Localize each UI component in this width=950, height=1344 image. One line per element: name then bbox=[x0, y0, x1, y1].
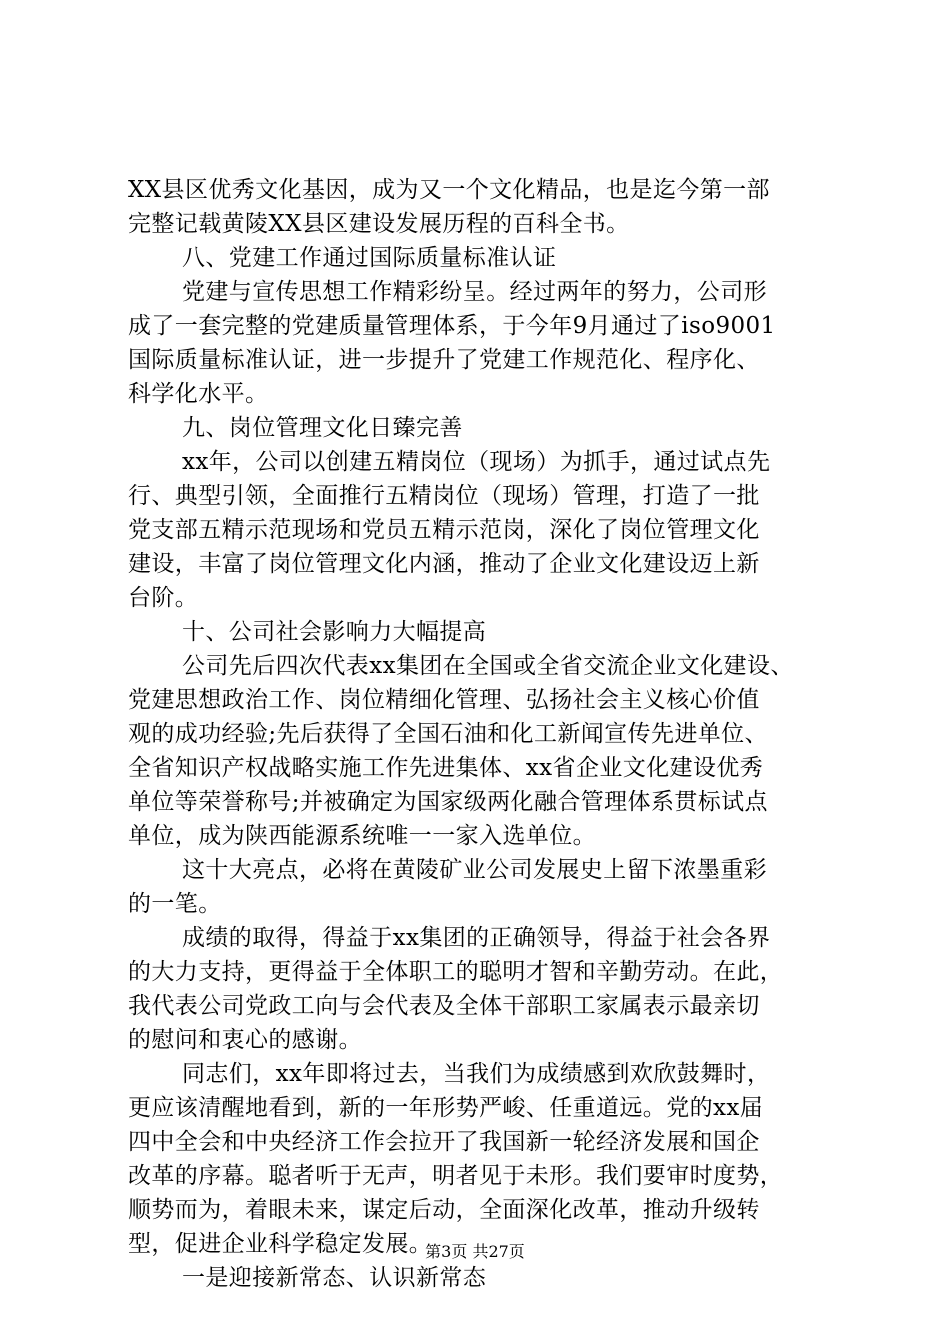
section-heading: 十、公司社会影响力大幅提高 bbox=[182, 619, 487, 645]
text-line: 顺势而为，着眼未来，谋定后动，全面深化改革，推动升级转 bbox=[128, 1197, 760, 1223]
text-line: XX县区优秀文化基因，成为又一个文化精品，也是迄今第一部 bbox=[128, 177, 770, 203]
page-number-footer: 第3页 共27页 bbox=[425, 1242, 525, 1261]
text-line: 公司先后四次代表xx集团在全国或全省交流企业文化建设、 bbox=[182, 653, 794, 679]
text-line: 同志们，xx年即将过去，当我们为成绩感到欢欣鼓舞时， bbox=[182, 1061, 771, 1087]
text-line: 行、典型引领，全面推行五精岗位（现场）管理，打造了一批 bbox=[128, 483, 760, 509]
text-line: 的一笔。 bbox=[128, 891, 222, 917]
document-body bbox=[128, 173, 828, 1295]
text-line: 成绩的取得，得益于xx集团的正确领导，得益于社会各界 bbox=[182, 925, 771, 951]
text-line: 观的成功经验;先后获得了全国石油和化工新闻宣传先进单位、 bbox=[128, 721, 768, 747]
text-line: 改革的序幕。聪者听于无声，明者见于未形。我们要审时度势， bbox=[128, 1163, 784, 1189]
text-line: 型，促进企业科学稳定发展。 bbox=[128, 1231, 433, 1257]
text-line: 我代表公司党政工向与会代表及全体干部职工家属表示最亲切 bbox=[128, 993, 760, 1019]
section-heading: 九、岗位管理文化日臻完善 bbox=[182, 415, 463, 441]
text-line: 建设，丰富了岗位管理文化内涵，推动了企业文化建设迈上新 bbox=[128, 551, 760, 577]
text-line: 党建与宣传思想工作精彩纷呈。经过两年的努力，公司形 bbox=[182, 279, 767, 305]
text-line: 的大力支持，更得益于全体职工的聪明才智和辛勤劳动。在此， bbox=[128, 959, 784, 985]
text-line: 的慰问和衷心的感谢。 bbox=[128, 1027, 362, 1053]
section-heading: 八、党建工作通过国际质量标准认证 bbox=[182, 245, 557, 271]
text-line: xx年，公司以创建五精岗位（现场）为抓手，通过试点先 bbox=[182, 449, 771, 475]
text-line: 单位等荣誉称号;并被确定为国家级两化融合管理体系贯标试点 bbox=[128, 789, 768, 815]
text-line: 四中全会和中央经济工作会拉开了我国新一轮经济发展和国企 bbox=[128, 1129, 760, 1155]
text-line: 国际质量标准认证，进一步提升了党建工作规范化、程序化、 bbox=[128, 347, 760, 373]
text-line: 全省知识产权战略实施工作先进集体、xx省企业文化建设优秀 bbox=[128, 755, 764, 781]
text-line: 科学化水平。 bbox=[128, 381, 269, 407]
text-line: 台阶。 bbox=[128, 585, 199, 611]
text-line: 单位，成为陕西能源系统唯一一家入选单位。 bbox=[128, 823, 596, 849]
section-heading: 一是迎接新常态、认识新常态 bbox=[182, 1265, 487, 1291]
text-line: 成了一套完整的党建质量管理体系，于今年9月通过了iso9001 bbox=[128, 313, 776, 339]
text-line: 党建思想政治工作、岗位精细化管理、弘扬社会主义核心价值 bbox=[128, 687, 760, 713]
text-line: 完整记载黄陵XX县区建设发展历程的百科全书。 bbox=[128, 211, 630, 237]
text-line: 更应该清醒地看到，新的一年形势严峻、任重道远。党的xx届 bbox=[128, 1095, 764, 1121]
text-line: 党支部五精示范现场和党员五精示范岗，深化了岗位管理文化 bbox=[128, 517, 760, 543]
text-line: 这十大亮点，必将在黄陵矿业公司发展史上留下浓墨重彩 bbox=[182, 857, 767, 883]
